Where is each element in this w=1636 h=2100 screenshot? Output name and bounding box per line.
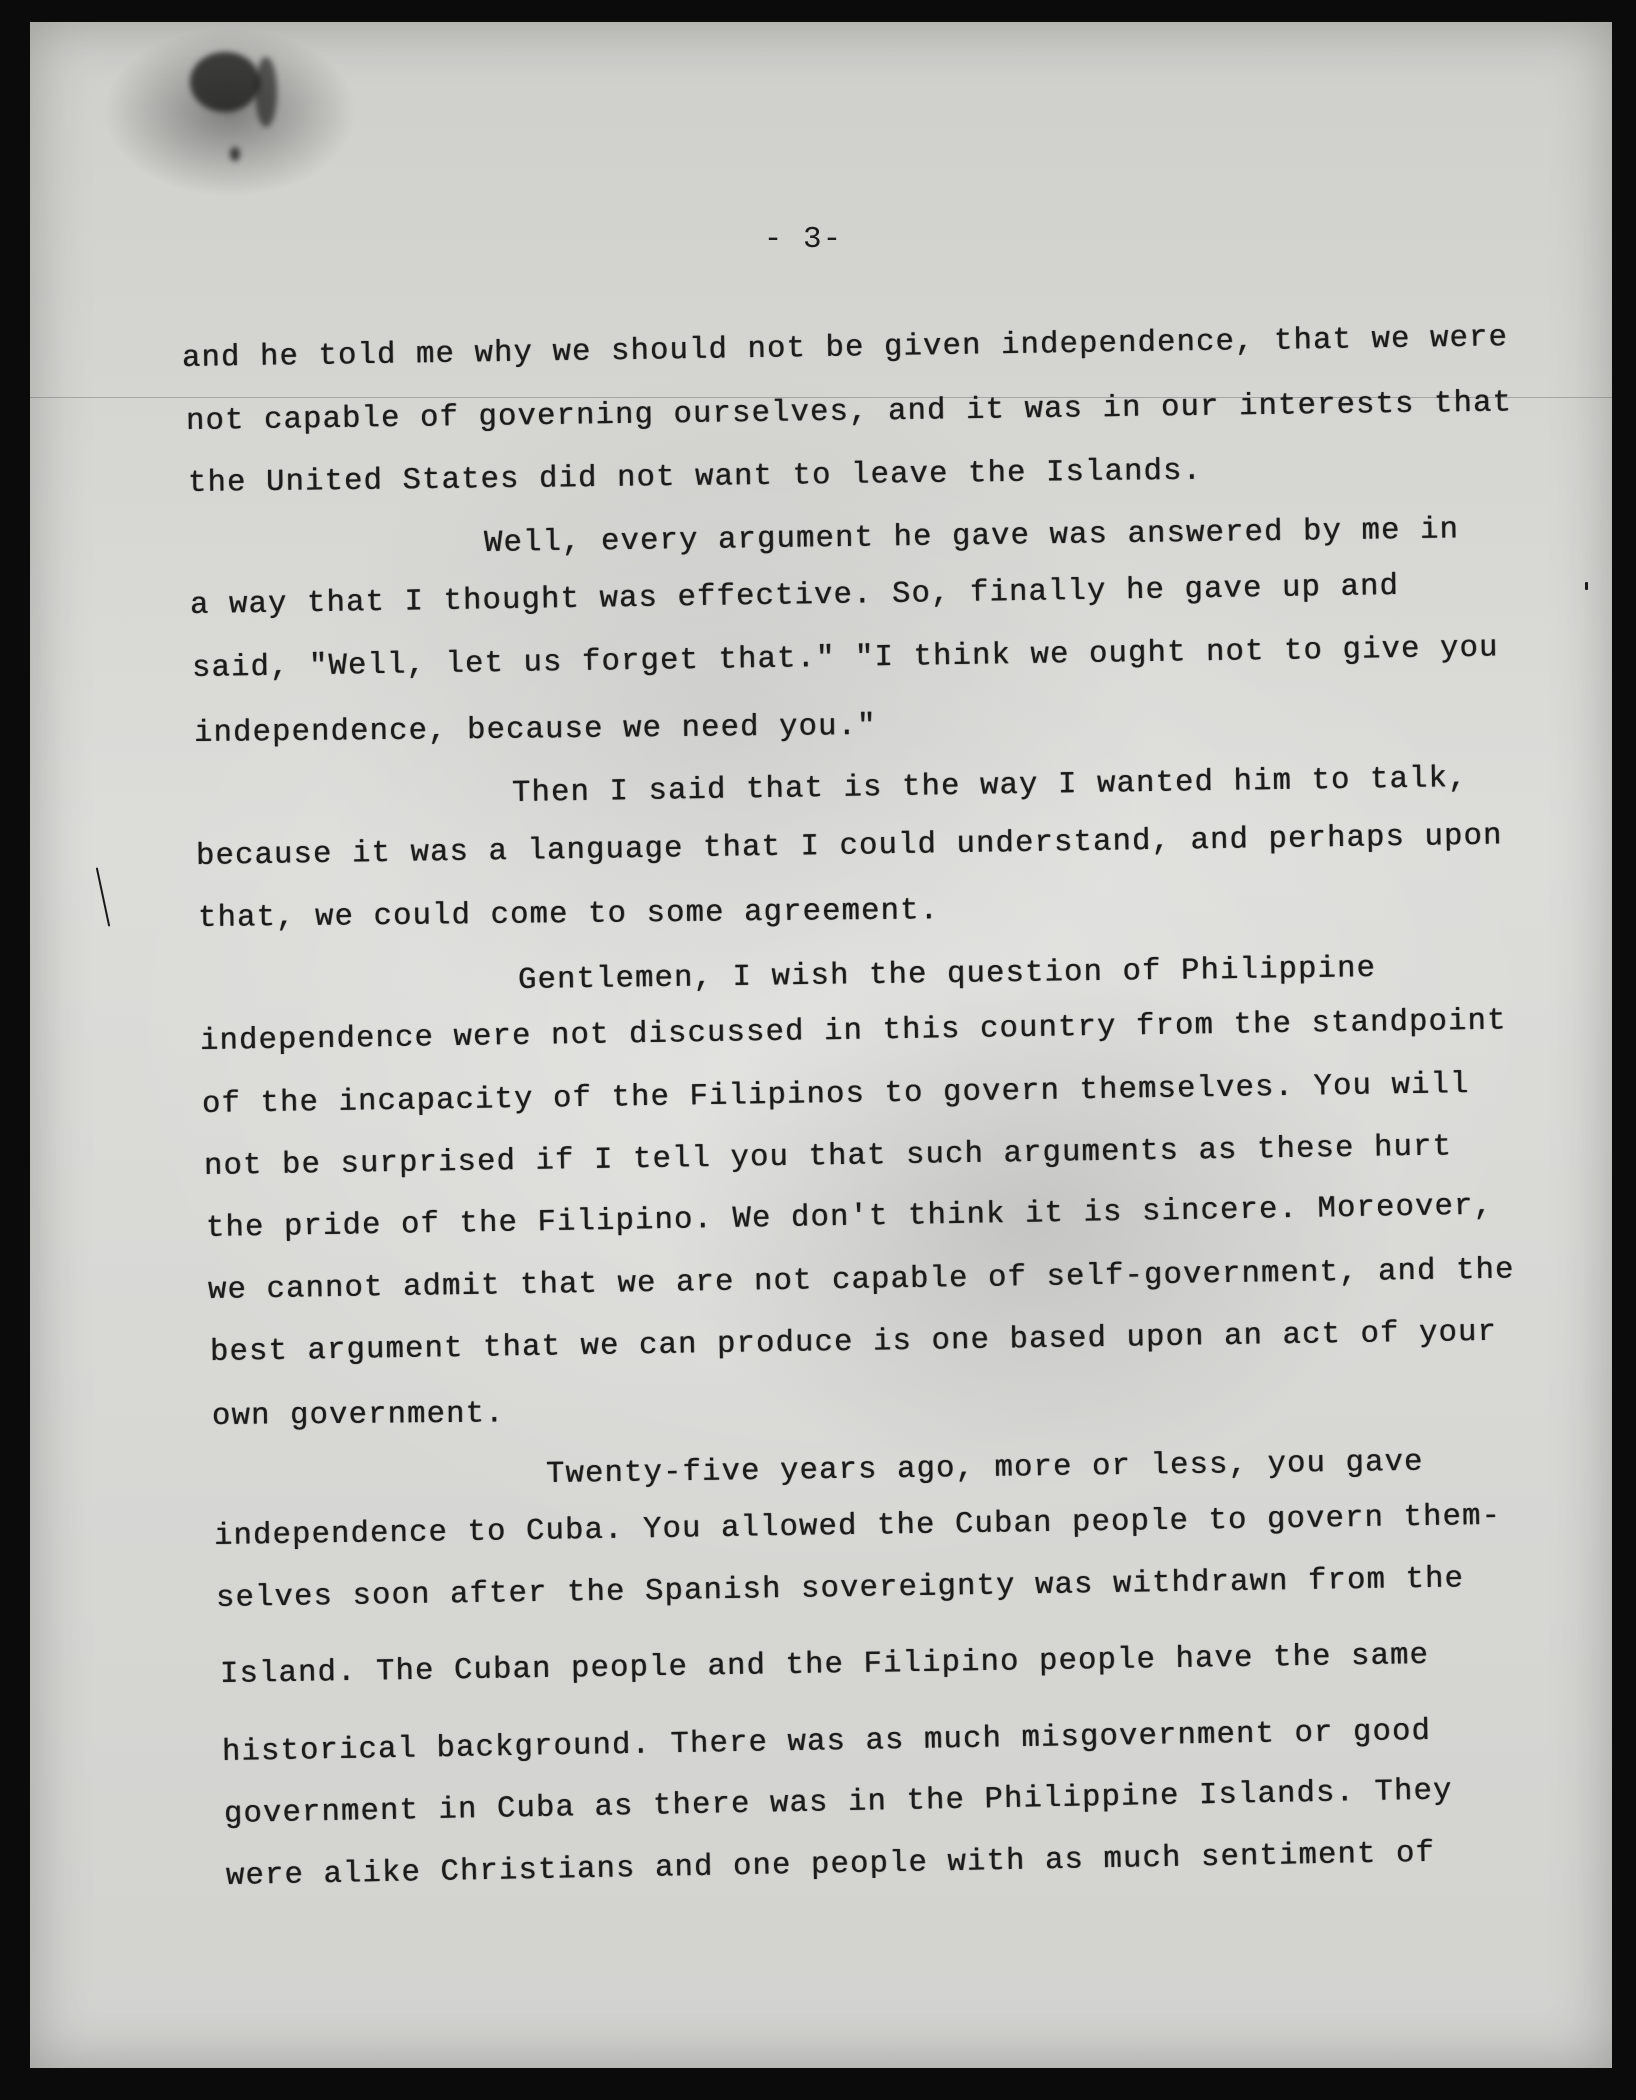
text-line: the United States did not want to leave the Islands.: [187, 454, 1203, 501]
text-line: not capable of governing ourselves, and it was in our interests that: [185, 386, 1513, 439]
text-line: Well, every argument he gave was answered by me in: [483, 513, 1460, 561]
text-line: independence, because we need you.": [193, 709, 877, 751]
text-line: best argument that we can produce is one based upon an act of your: [209, 1315, 1498, 1370]
text-line: we cannot admit that we are not capable of self-government, and the: [207, 1253, 1515, 1308]
text-line: own government.: [211, 1397, 505, 1434]
page-number: - 3-: [763, 222, 843, 257]
text-line: Then I said that is the way I wanted him to talk,: [511, 761, 1468, 811]
text-line: Island. The Cuban people and the Filipino people have the same: [219, 1639, 1430, 1692]
text-line: not be surprised if I tell you that such arguments as these hurt: [203, 1130, 1453, 1184]
typewritten-page: [30, 22, 1612, 2068]
text-line: historical background. There was as much misgovernment or good: [221, 1714, 1432, 1770]
text-line: Twenty-five years ago, more or less, you gave: [545, 1445, 1424, 1492]
text-line: said, "Well, let us forget that." "I think we ought not to give you: [191, 631, 1499, 686]
text-line: because it was a language that I could understand, and perhaps upon: [195, 819, 1503, 874]
text-line: Gentlemen, I wish the question of Philippine: [517, 952, 1377, 998]
text-line: a way that I thought was effective. So, finally he gave up and: [189, 570, 1400, 623]
text-line: of the incapacity of the Filipinos to govern themselves. You will: [201, 1068, 1470, 1122]
ink-dot: [230, 147, 240, 161]
text-line: independence to Cuba. You allowed the Cuban people to govern them-: [213, 1499, 1502, 1554]
text-line: government in Cuba as there was in the Philippine Islands. They: [223, 1774, 1453, 1832]
text-line: selves soon after the Spanish sovereignty was withdrawn from the: [215, 1562, 1465, 1616]
ink-smudge: [255, 57, 277, 127]
ink-smudge: [190, 52, 260, 112]
text-line: and he told me why we should not be given independence, that we were: [181, 321, 1509, 376]
text-line: the pride of the Filipino. We don't think it is sincere. Moreover,: [205, 1189, 1494, 1246]
text-line: independence were not discussed in this country from the standpoint: [199, 1004, 1507, 1059]
text-line: were alike Christians and one people with as much sentiment of: [225, 1836, 1436, 1894]
margin-mark: [1585, 582, 1588, 590]
text-line: that, we could come to some agreement.: [197, 894, 940, 936]
margin-mark: [96, 867, 110, 926]
